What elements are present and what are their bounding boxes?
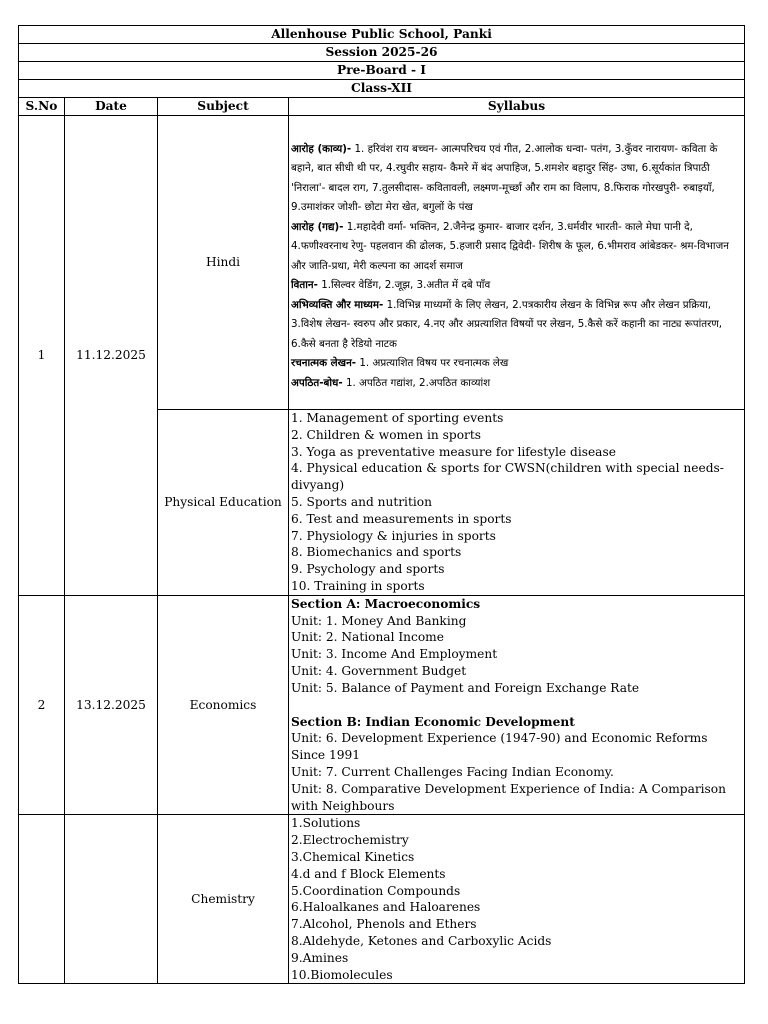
subject-cell: Hindi <box>158 116 289 410</box>
col-subject: Subject <box>158 98 289 116</box>
list-item: 1. Management of sporting events <box>291 411 504 425</box>
syllabus-para: आरोह (काव्य)- 1. हरिवंश राय बच्चन- आत्मपरिचय एवं गीत, 2.आलोक धन्वा- पतंग, 3.कुँवर नारायण- कविता के बहाने, बात सीधी थी पर, 4.रघुवीर सहाय- कैमरे में बंद अपाहिज, 5.शमशेर बहादुर सिंह- उषा, 6.सूर्यकांत त्रिपाठी 'निराला'- बादल राग, 7.तुलसीदास- कवितावली, लक्ष्मण-मूर्च्छा और राम का विलाप, 8.फिराक गोरखपुरी- रुबाइयाँ, 9.उमाशंकर जोशी- छोटा मेरा खेत, बगुलों के पंख <box>291 142 718 214</box>
table-row <box>19 595 745 815</box>
syllabus-cell <box>289 815 745 984</box>
table-row <box>19 815 745 984</box>
list-item: 1.Solutions <box>291 816 361 831</box>
list-item: 4. Physical education & sports for CWSN(children with special needs- divyang) <box>291 461 724 493</box>
list-item: 10.Biomolecules <box>291 967 393 982</box>
table-row <box>19 116 745 410</box>
syllabus-cell <box>289 116 745 410</box>
sno-cell: 2 <box>19 595 65 815</box>
column-header-row <box>19 98 745 116</box>
sno-cell: 1 <box>19 116 65 596</box>
list-item: 10. Training in sports <box>291 578 425 593</box>
list-item: Unit: 5. Balance of Payment and Foreign Exchange Rate <box>291 680 640 695</box>
list-item: 9.Amines <box>291 950 349 965</box>
subject-cell: Economics <box>158 595 289 815</box>
syllabus-para: वितान- 1.सिल्वर वेडिंग, 2.जूझ, 3.अतीत में दबे पाँव <box>291 279 491 292</box>
date-cell: 13.12.2025 <box>65 595 158 815</box>
list-item: 2.Electrochemistry <box>291 833 409 848</box>
syllabus-para: रचनात्मक लेखन- 1. अप्रत्याशित विषय पर रचनात्मक लेख <box>291 357 509 370</box>
list-item: Unit: 7. Current Challenges Facing Indian Economy. <box>291 764 614 779</box>
exam-title: Pre-Board - I <box>19 62 745 80</box>
list-item: 7. Physiology & injuries in sports <box>291 528 496 543</box>
subject-cell: Chemistry <box>158 815 289 984</box>
list-item: 6. Test and measurements in sports <box>291 511 512 526</box>
list-item: Unit: 8. Comparative Development Experience of India: A Comparison with Neighbours <box>291 781 726 813</box>
syllabus-cell <box>289 595 745 815</box>
list-item: Unit: 6. Development Experience (1947-90) and Economic Reforms Since 1991 <box>291 731 708 763</box>
syllabus-para: अपठित-बोध- 1. अपठित गद्यांश, 2.अपठित काव्यांश <box>291 376 491 389</box>
list-item: Unit: 4. Government Budget <box>291 663 467 678</box>
list-item: Unit: 2. National Income <box>291 630 444 645</box>
syllabus-cell <box>289 410 745 596</box>
list-item: 8.Aldehyde, Ketones and Carboxylic Acids <box>291 933 552 948</box>
list-item: 3. Yoga as preventative measure for lifestyle disease <box>291 444 616 459</box>
date-cell: 11.12.2025 <box>65 116 158 596</box>
list-item: 8. Biomechanics and sports <box>291 545 462 560</box>
school-title: Allenhouse Public School, Panki <box>19 26 745 44</box>
col-sno: S.No <box>19 98 65 116</box>
list-item: Unit: 1. Money And Banking <box>291 613 467 628</box>
col-date: Date <box>65 98 158 116</box>
list-item: 5. Sports and nutrition <box>291 494 432 509</box>
list-item: Unit: 3. Income And Employment <box>291 647 498 662</box>
list-item: 9. Psychology and sports <box>291 562 445 577</box>
col-syllabus: Syllabus <box>289 98 745 116</box>
syllabus-table <box>18 25 745 984</box>
subject-cell: Physical Education <box>158 410 289 596</box>
spacer <box>291 697 742 714</box>
class-title: Class-XII <box>19 80 745 98</box>
list-item: 4.d and f Block Elements <box>291 866 446 881</box>
session-title: Session 2025-26 <box>19 44 745 62</box>
list-item: 5.Coordination Compounds <box>291 883 461 898</box>
list-item: 6.Haloalkanes and Haloarenes <box>291 900 481 915</box>
list-item: 3.Chemical Kinetics <box>291 849 415 864</box>
section-heading: Section A: Macroeconomics <box>291 596 481 611</box>
date-cell <box>65 815 158 984</box>
list-item: 7.Alcohol, Phenols and Ethers <box>291 917 477 932</box>
list-item: 2. Children & women in sports <box>291 427 482 442</box>
section-heading: Section B: Indian Economic Development <box>291 714 575 729</box>
syllabus-para: आरोह (गद्य)- 1.महादेवी वर्मा- भक्तिन, 2.जैनेन्द्र कुमार- बाजार दर्शन, 3.धर्मवीर भारती- काले मेघा पानी दे, 4.फणीश्वरनाथ रेणु- पहलवान की ढोलक, 5.हजारी प्रसाद द्विवेदी- शिरीष के फूल, 6.भीमराव आंबेडकर- श्रम-विभाजन और जाति-प्रथा, मेरी कल्पना का आदर्श समाज <box>291 220 729 272</box>
sno-cell <box>19 815 65 984</box>
syllabus-para: अभिव्यक्ति और माध्यम- 1.विभिन्न माध्यमों के लिए लेखन, 2.पत्रकारीय लेखन के विभिन्न रूप और लेखन प्रक्रिया, 3.विशेष लेखन- स्वरुप और प्रकार, 4.नए और अप्रत्याशित विषयों पर लेखन, 5.कैसे करें कहानी का नाट्य रूपांतरण, 6.कैसे बनता है रेडियो नाटक <box>291 298 723 350</box>
